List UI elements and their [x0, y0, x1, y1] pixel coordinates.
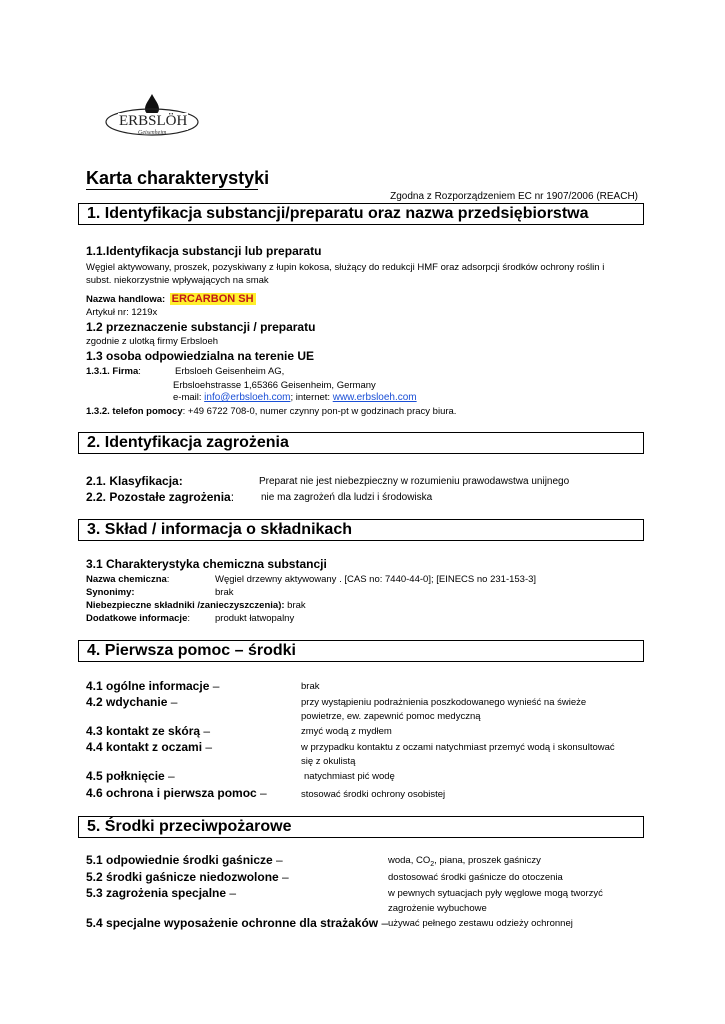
s1-sub3: 1.3 osoba odpowiedzialna na terenie UE	[86, 349, 315, 363]
fire-item-label: 5.1 odpowiednie środki gaśnicze –	[86, 853, 283, 867]
hazardous-value: brak	[284, 600, 306, 611]
fire-item-value: w pewnych sytuacjach pyły węglowe mogą tworzyć	[388, 888, 603, 899]
contact-line	[173, 392, 417, 403]
section-1-heading: 1. Identyfikacja substancji/preparatu oraz nazwa przedsiębiorstwa	[78, 203, 644, 225]
s1-sub1: 1.1.Identyfikacja substancji lub preparatu	[86, 244, 322, 258]
first-aid-item-label: 4.2 wdychanie –	[86, 695, 178, 709]
s1-desc-line2: subst. niekorzystnie wpływających na smak	[86, 275, 269, 286]
other-hazards-label	[86, 490, 234, 504]
trade-name: ERCARBON SH	[171, 293, 254, 305]
s1-sub2: 1.2 przeznaczenie substancji / preparatu	[86, 320, 316, 334]
website-link[interactable]: www.erbsloeh.com	[332, 392, 417, 403]
chem-value: Węgiel drzewny aktywowany . [CAS no: 7440-44-0]; [EINECS no 231-153-3]	[215, 574, 537, 585]
section-4-heading: 4. Pierwsza pomoc – środki	[78, 640, 644, 662]
document-title: Karta charakterystyki	[86, 168, 270, 188]
section-2-heading: 2. Identyfikacja zagrożenia	[78, 432, 644, 454]
chem-label-text: Nazwa chemiczna	[86, 574, 167, 585]
first-aid-item-label: 4.6 ochrona i pierwsza pomoc –	[86, 786, 267, 800]
firm-label	[86, 366, 141, 377]
synonyms-value: brak	[215, 587, 234, 598]
first-aid-item-value-cont: się z okulistą	[301, 756, 356, 767]
company-logo	[100, 92, 205, 142]
internet-prefix: ; internet:	[290, 392, 333, 403]
chem-label	[86, 574, 169, 585]
fire-item-label: 5.4 specjalne wyposażenie ochronne dla strażaków –	[86, 916, 389, 930]
additional-value: produkt łatwopalny	[215, 613, 295, 624]
firm-name: Erbsloeh Geisenheim AG,	[175, 366, 285, 377]
first-aid-item-value: natychmiast pić wodę	[304, 771, 395, 782]
additional-colon: :	[187, 613, 190, 624]
first-aid-item-value-cont: powietrze, ew. zapewnić pomoc medyczną	[301, 711, 481, 722]
title-underline	[86, 189, 258, 190]
first-aid-item-value: stosować środki ochrony osobistej	[301, 789, 446, 800]
fire-item-value: woda, $CO_2$, piana, proszek gaśniczy	[388, 855, 541, 868]
s3-sub: 3.1 Charakterystyka chemiczna substancji	[86, 557, 327, 571]
firm-address: Erbsloehstrasse 1,65366 Geisenheim, Germany	[173, 380, 376, 391]
section-5-heading: 5. Środki przeciwpożarowe	[78, 816, 644, 838]
logo-location: Geisenheim	[138, 130, 167, 136]
firm-label-text: 1.3.1. Firma	[86, 366, 139, 377]
article-number: Artykuł nr: 1219x	[86, 307, 158, 318]
phone-text: : +49 6722 708-0, numer czynny pon-pt w godzinach pracy biura.	[182, 406, 457, 417]
first-aid-item-value: brak	[301, 681, 320, 692]
phone-row	[86, 406, 456, 417]
s1-desc-line1: Węgiel aktywowany, proszek, pozyskiwany z łupin kokosa, służący do redukcji HMF oraz adsorpcji środków ochrony roślin i	[86, 262, 605, 273]
fire-item-label: 5.2 środki gaśnicze niedozwolone –	[86, 870, 289, 884]
email-link[interactable]: info@erbsloeh.com	[204, 392, 291, 403]
first-aid-item-label: 4.4 kontakt z oczami –	[86, 740, 213, 754]
s1-sub2-text: zgodnie z ulotką firmy Erbsloeh	[86, 336, 219, 347]
fire-item-label: 5.3 zagrożenia specjalne –	[86, 886, 237, 900]
first-aid-item-value: przy wystąpieniu podrażnienia poszkodowanego wynieść na świeże	[301, 697, 587, 708]
classification-value: Preparat nie jest niebezpieczny w rozumieniu prawodawstwa unijnego	[259, 476, 570, 487]
trade-label: Nazwa handlowa:	[86, 294, 166, 305]
hazardous-label: Niebezpieczne składniki /zanieczyszczenia):	[86, 600, 285, 611]
chem-colon: :	[166, 574, 170, 585]
first-aid-item-value: zmyć wodą z mydłem	[301, 726, 392, 737]
email-prefix: e-mail:	[173, 392, 205, 403]
classification-label: 2.1. Klasyfikacja:	[86, 474, 183, 488]
firm-colon: :	[138, 366, 141, 377]
logo-brand: ERBSLÖH	[119, 113, 188, 129]
fire-item-value: używać pełnego zestawu odzieży ochronnej	[388, 918, 573, 929]
other-hazards-value: nie ma zagrożeń dla ludzi i środowiska	[261, 492, 433, 503]
other-label-text: 2.2. Pozostałe zagrożenia	[86, 490, 231, 504]
first-aid-item-label: 4.3 kontakt ze skórą –	[86, 724, 211, 738]
phone-label: 1.3.2. telefon pomocy	[86, 406, 183, 417]
additional-label-text: Dodatkowe informacje	[86, 613, 188, 624]
hazardous-row	[86, 600, 306, 611]
fire-item-value-cont: zagrożenie wybuchowe	[388, 903, 487, 914]
trade-name-row	[86, 289, 256, 307]
section-3-heading: 3. Skład / informacja o składnikach	[78, 519, 644, 541]
first-aid-item-label: 4.1 ogólne informacje –	[86, 679, 220, 693]
other-colon: :	[230, 490, 235, 504]
first-aid-item-label: 4.5 połknięcie –	[86, 769, 175, 783]
regulation-note: Zgodna z Rozporządzeniem EC nr 1907/2006 (REACH)	[390, 191, 638, 202]
first-aid-item-value: w przypadku kontaktu z oczami natychmiast przemyć wodą i skonsultować	[301, 742, 615, 753]
additional-label	[86, 613, 190, 624]
fire-item-value: dostosować środki gaśnicze do otoczenia	[388, 872, 563, 883]
synonyms-label: Synonimy:	[86, 587, 135, 598]
